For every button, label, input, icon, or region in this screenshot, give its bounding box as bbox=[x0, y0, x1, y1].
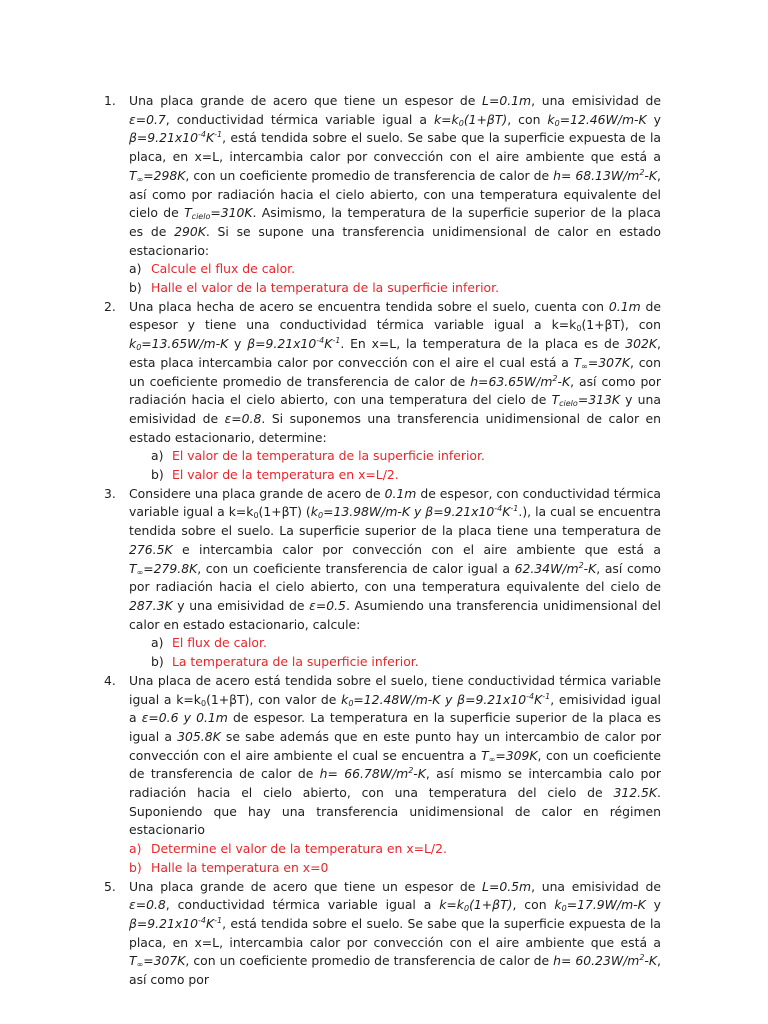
subquestion-a: a) Calcule el flux de calor. bbox=[129, 261, 296, 277]
subquestion-b: b) El valor de la temperatura en x=L/2. bbox=[151, 467, 399, 483]
problem-number: 5. bbox=[104, 878, 116, 894]
problem-1 bbox=[0, 92, 661, 298]
problem-5 bbox=[0, 878, 661, 990]
subquestions bbox=[129, 634, 661, 671]
problem-statement: Una placa grande de acero que tiene un espesor de L=0.1m, una emisividad de ε=0.7, conductividad térmica variable igual a $k=k_0(1+\beta T)$, con $k_0=12.46W/m-K$ y $\beta=9.21x10^{-4}K^{-1}$, está tendida sobre el suelo. Se sabe que la superficie expuesta de la placa, en x=L, intercambia calor por convección con el aire ambiente que está a $T_\infty=298K$, con un coeficiente promedio de transferencia de calor de $h= 68.13W/m^2-K$, así como por radiación hacia el cielo abierto, con una temperatura equivalente del cielo de $T_{cielo}=310K$. Asimismo, la temperatura de la superficie superior de la placa es de 290K. Si se supone una transferencia unidimensional de calor en estado estacionario: bbox=[129, 93, 661, 258]
problem-number: 2. bbox=[104, 298, 116, 314]
document-page bbox=[0, 92, 768, 990]
subquestion-a: a) El flux de calor. bbox=[151, 635, 267, 651]
problem-statement: Una placa grande de acero que tiene un espesor de L=0.5m, una emisividad de ε=0.8, conductividad térmica variable igual a $k=k_0(1+\beta T)$, con $k_0=17.9W/m-K$ y $\beta=9.21x10^{-4}K^{-1}$, está tendida sobre el suelo. Se sabe que la superficie expuesta de la placa, en x=L, intercambia calor por convección con el aire ambiente que está a $T_\infty=307K$, con un coeficiente promedio de transferencia de calor de $h= 60.23W/m^2-K$, así como por bbox=[129, 878, 661, 988]
problem-number: 4. bbox=[104, 672, 116, 688]
subquestion-a: a) Determine el valor de la temperatura en x=L/2. bbox=[129, 841, 447, 857]
problem-statement: Una placa de acero está tendida sobre el suelo, tiene conductividad térmica variable igual a $k=k_0(1+\beta T)$, con valor de $k_0=12.48W/m-K$ y $\beta=9.21x10^{-4}K^{-1}$, emisividad igual a ε=0.6 y 0.1m de espesor. La temperatura en la superficie superior de la placa es igual a 305.8K se sabe además que en este punto hay un intercambio de calor por convección con el aire ambiente el cual se encuentra a $T_\infty=309K$, con un coeficiente de transferencia de calor de $h= 66.78W/m^2-K$, así mismo se intercambia calo por radiación hacia el cielo abierto, con una temperatura del cielo de 312.5K. Suponiendo que hay una transferencia unidimensional de calor en régimen estacionario bbox=[129, 672, 661, 838]
problem-statement: Considere una placa grande de acero de 0.1m de espesor, con conductividad térmica variable igual a $k=k_0(1+\beta T)$ ($k_0=13.98W/m-K$ y $\beta=9.21x10^{-4}K^{-1}$.), la cual se encuentra tendida sobre el suelo. La superficie superior de la placa tiene una temperatura de 276.5K e intercambia calor por convección con el aire ambiente que está a $T_\infty=279.8K$, con un coeficiente transferencia de calor igual a $62.34W/m^2-K$, así como por radiación hacia el cielo abierto, con una temperatura equivalente del cielo de 287.3K y una emisividad de ε=0.5. Asumiendo una transferencia unidimensional del calor en estado estacionario, calcule: bbox=[129, 485, 661, 632]
subquestion-a: a) El valor de la temperatura de la superficie inferior. bbox=[151, 448, 485, 464]
subquestion-b: b) La temperatura de la superficie inferior. bbox=[151, 654, 419, 670]
problem-3 bbox=[0, 485, 661, 672]
subquestions bbox=[129, 260, 661, 297]
problem-4 bbox=[0, 672, 661, 878]
subquestion-b: b) Halle la temperatura en x=0 bbox=[129, 859, 329, 875]
problem-statement: Una placa hecha de acero se encuentra tendida sobre el suelo, cuenta con 0.1m de espesor y tiene una conductividad térmica variable igual a $k=k_0(1+\beta T)$, con $k_0=13.65W/m-K$ y $\beta=9.21x10^{-4}K^{-1}$. En x=L, la temperatura de la placa es de 302K, esta placa intercambia calor por convección con el aire el cual está a $T_\infty=307K$, con un coeficiente promedio de transferencia de calor de $h=63.65W/m^2-K$, así como por radiación hacia el cielo abierto, con una temperatura del cielo de $T_{cielo}=313K$ y una emisividad de ε=0.8. Si suponemos una transferencia unidimensional de calor en estado estacionario, determine: bbox=[129, 298, 661, 445]
problem-number: 1. bbox=[104, 93, 116, 108]
subquestion-b: b) Halle el valor de la temperatura de la superficie inferior. bbox=[129, 280, 500, 296]
problem-2 bbox=[0, 298, 661, 485]
problem-number: 3. bbox=[104, 485, 116, 501]
subquestions bbox=[129, 447, 661, 484]
subquestions bbox=[129, 840, 661, 877]
